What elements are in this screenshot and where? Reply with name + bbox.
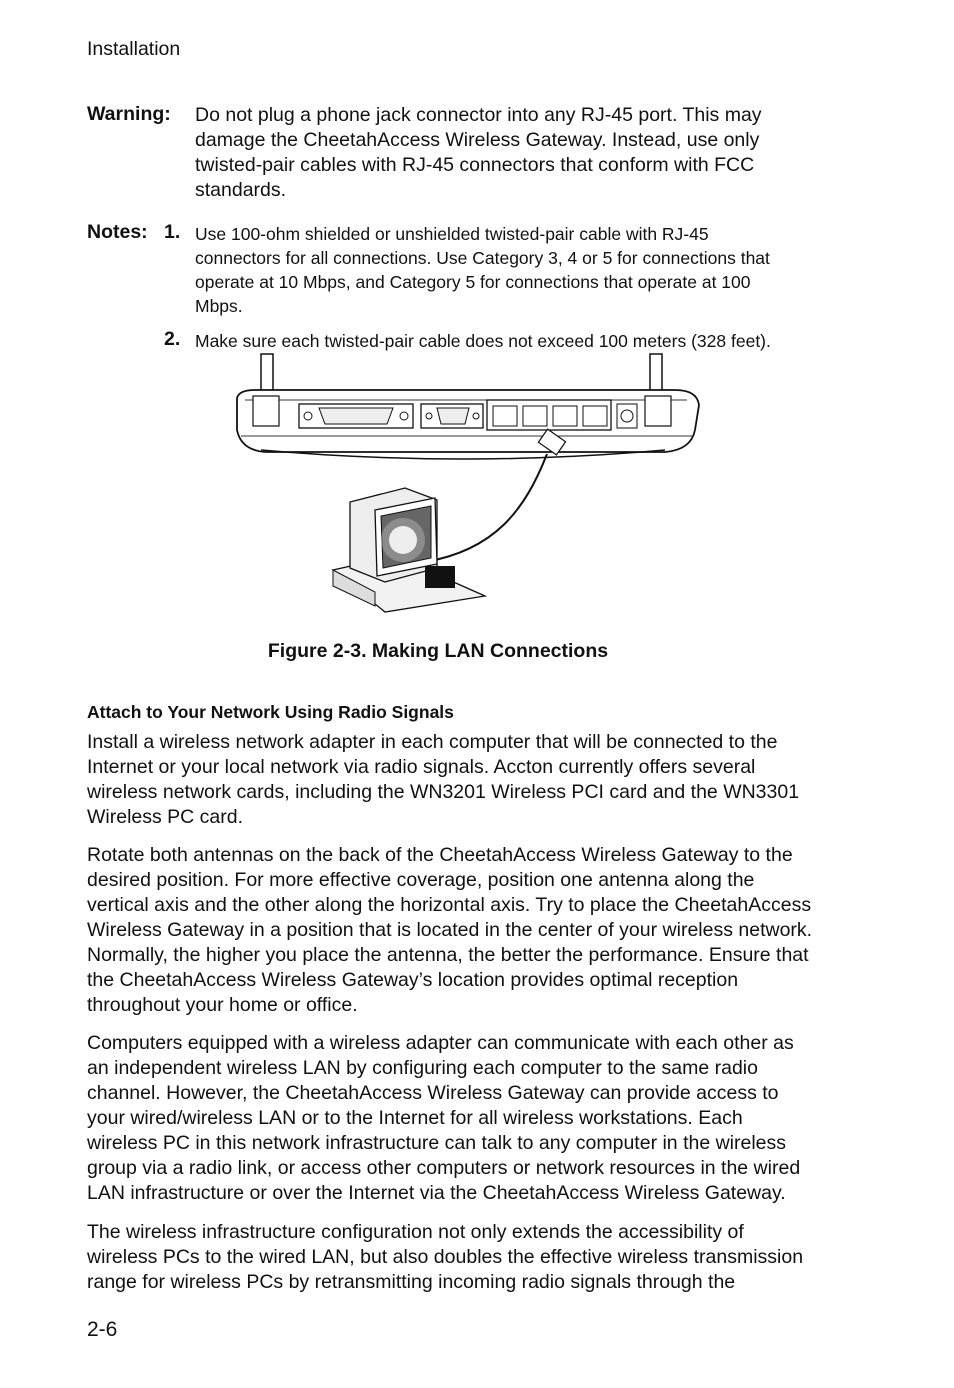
running-header: Installation [87, 38, 181, 60]
warning-text [195, 103, 835, 203]
text-line: Computers equipped with a wireless adapter can communicate with each other as [87, 1032, 794, 1054]
text-line: the CheetahAccess Wireless Gateway’s location provides optimal reception [87, 969, 739, 991]
section-heading: Attach to Your Network Using Radio Signals [87, 702, 454, 722]
text-line: Wireless PC card. [87, 806, 244, 828]
text-line: your wired/wireless LAN or to the Internet for all wireless workstations. Each [87, 1107, 743, 1129]
note-number: 1. [164, 221, 181, 243]
gateway-illustration [237, 354, 699, 459]
text-line: LAN infrastructure or over the Internet via the CheetahAccess Wireless Gateway. [87, 1182, 786, 1204]
text-line: Internet or your local network via radio signals. Accton currently offers several [87, 756, 756, 778]
text-line: wireless PCs to the wired LAN, but also doubles the effective wireless transmission [87, 1246, 804, 1268]
text-line: Install a wireless network adapter in each computer that will be connected to the [87, 731, 778, 753]
text-line: range for wireless PCs by retransmitting incoming radio signals through the [87, 1271, 736, 1293]
paragraph [87, 1220, 847, 1295]
note-line: operate at 10 Mbps, and Category 5 for connections that operate at 100 [195, 272, 751, 292]
text-line: group via a radio link, or access other computers or network resources in the wired [87, 1157, 801, 1179]
text-line: channel. However, the CheetahAccess Wireless Gateway can provide access to [87, 1082, 779, 1104]
warning-line: Do not plug a phone jack connector into any RJ-45 port. This may [195, 104, 762, 126]
note-line: Make sure each twisted-pair cable does not exceed 100 meters (328 feet). [195, 331, 771, 351]
note-line: Use 100-ohm shielded or unshielded twisted-pair cable with RJ-45 [195, 224, 709, 244]
text-line: The wireless infrastructure configuration not only extends the accessibility of [87, 1221, 744, 1243]
computer-illustration [333, 488, 485, 612]
text-line: Normally, the higher you place the antenna, the better the performance. Ensure that [87, 944, 809, 966]
text-line: wireless network cards, including the WN3201 Wireless PCI card and the WN3301 [87, 781, 800, 803]
warning-label: Warning: [87, 103, 171, 125]
notes-label: Notes: [87, 221, 148, 243]
note-number: 2. [164, 328, 181, 350]
text-line: desired position. For more effective coverage, position one antenna along the [87, 869, 755, 891]
warning-line: standards. [195, 179, 287, 201]
note-line: connectors for all connections. Use Category 3, 4 or 5 for connections that [195, 248, 770, 268]
text-line: Rotate both antennas on the back of the CheetahAccess Wireless Gateway to the [87, 844, 793, 866]
figure-caption: Figure 2-3. Making LAN Connections [267, 640, 609, 662]
paragraph [87, 1031, 847, 1206]
text-line: vertical axis and the other along the horizontal axis. Try to place the CheetahAccess [87, 894, 812, 916]
note-text [195, 222, 845, 318]
lan-connection-figure [225, 350, 725, 630]
text-line: Wireless Gateway in a position that is located in the center of your wireless network. [87, 919, 813, 941]
paragraph [87, 843, 847, 1018]
paragraph [87, 730, 847, 830]
warning-line: damage the CheetahAccess Wireless Gateway. Instead, use only [195, 129, 760, 151]
text-line: an independent wireless LAN by configuring each computer to the same radio [87, 1057, 758, 1079]
warning-line: twisted-pair cables with RJ-45 connectors that conform with FCC [195, 154, 755, 176]
text-line: wireless PC in this network infrastructure can talk to any computer in the wireless [87, 1132, 787, 1154]
page-number: 2-6 [87, 1318, 118, 1341]
note-line: Mbps. [195, 296, 243, 316]
text-line: throughout your home or office. [87, 994, 358, 1016]
